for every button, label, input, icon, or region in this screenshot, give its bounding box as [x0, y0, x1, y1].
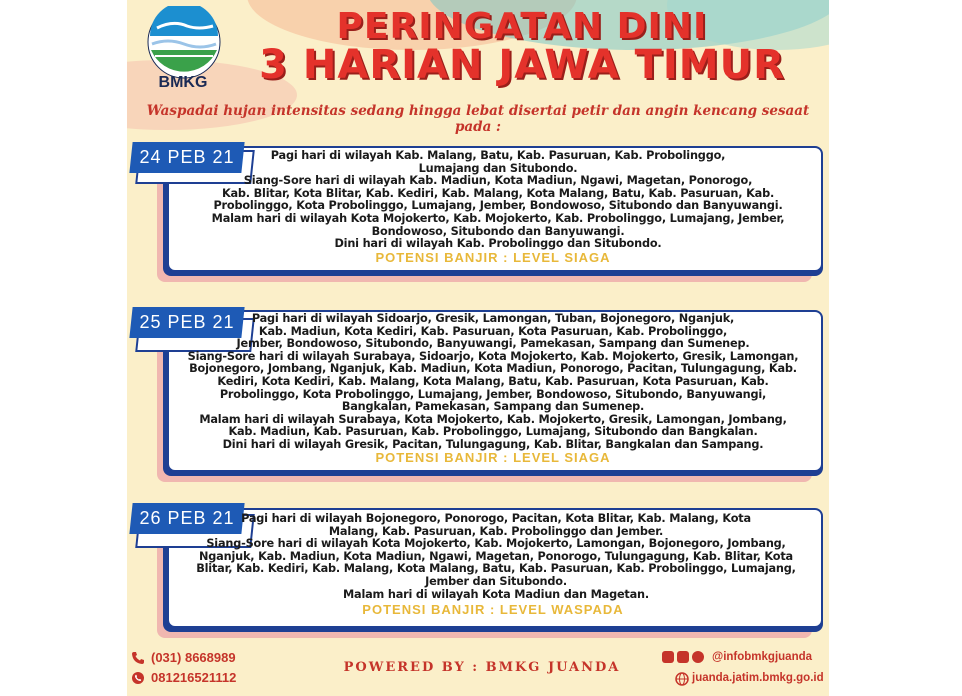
subtitle: Waspadai hujan intensitas sedang hingga lebat disertai petir dan angin kencang sesaat pada : — [146, 103, 810, 135]
logo-label: BMKG — [158, 74, 208, 91]
forecast-line: Jember dan Situbondo. — [425, 574, 567, 588]
forecast-line: Malam hari di wilayah Kota Mojokerto, Kab. Mojokerto, Kab. Probolinggo, Lumajang, Jember, — [211, 211, 785, 225]
forecast-line: Malang, Kab. Pasuruan, Kab. Probolinggo dan Jember. — [328, 524, 664, 538]
date-label: 25 PEB 21 — [139, 312, 235, 332]
forecast-line: Siang-Sore hari di wilayah Kab. Madiun, Kota Madiun, Ngawi, Magetan, Ponorogo, — [243, 174, 753, 188]
forecast-line: Malam hari di wilayah Kota Madiun dan Magetan. — [343, 587, 649, 601]
title-line-2: 3 HARIAN JAWA TIMUR — [259, 42, 785, 88]
forecast-line: Malam hari di wilayah Surabaya, Kota Mojokerto, Kab. Mojokerto, Gresik, Lamongan, Jombang, — [199, 412, 787, 426]
twitter-icon[interactable] — [692, 651, 704, 663]
forecast-line: Kab. Madiun, Kab. Pasuruan, Kab. Probolinggo, Lumajang, Situbondo dan Bangkalan. — [228, 425, 758, 439]
forecast-line: Pagi hari di wilayah Kab. Malang, Batu, Kab. Pasuruan, Kab. Probolinggo, — [270, 149, 726, 162]
forecast-line: Kab. Blitar, Kota Blitar, Kab. Kediri, Kab. Malang, Kota Malang, Batu, Kab. Pasuruan, Kab. — [221, 186, 775, 200]
forecast-line: Dini hari di wilayah Kab. Probolinggo dan Situbondo. — [334, 237, 662, 251]
forecast-line: Kediri, Kota Kediri, Kab. Malang, Kota Malang, Batu, Kab. Pasuruan, Kota Pasuruan, Kab. — [217, 374, 769, 388]
powered-by: POWERED BY : BMKG JUANDA — [343, 660, 621, 675]
forecast-line: Lumajang dan Situbondo. — [418, 161, 578, 175]
forecast-line: Probolinggo, Kota Probolinggo, Lumajang, Jember, Bondowoso, Situbondo dan Banyuwangi. — [213, 199, 783, 213]
forecast-line: Siang-Sore hari di wilayah Kota Mojokerto, Kab. Mojokerto, Lamongan, Bojonegoro, Jombang, — [206, 537, 786, 551]
card-3-text — [177, 513, 815, 601]
potensi-banjir-2: POTENSI BANJIR : LEVEL SIAGA — [375, 450, 611, 465]
instagram-icon[interactable] — [677, 651, 689, 663]
forecast-line: Jember, Bondowoso, Situbondo, Banyuwangi, Pamekasan, Sampang dan Sumenep. — [236, 337, 750, 351]
phone-icon — [131, 651, 145, 665]
forecast-line: Bondowoso, Situbondo dan Banyuwangi. — [371, 224, 625, 238]
forecast-line: Dini hari di wilayah Gresik, Pacitan, Tulungagung, Kab. Blitar, Bangkalan dan Sampang. — [222, 437, 764, 451]
date-label: 24 PEB 21 — [139, 147, 235, 167]
forecast-line: Blitar, Kab. Kediri, Kab. Malang, Kota Malang, Batu, Kab. Pasuruan, Kab. Probolinggo, Lumajang, — [196, 562, 796, 576]
card-1-text — [183, 150, 813, 251]
forecast-line: Bojonegoro, Jombang, Nganjuk, Kab. Madiun, Kota Madiun, Ponorogo, Pacitan, Tulungagung, Kab. — [189, 362, 797, 376]
forecast-line: Kab. Madiun, Kota Kediri, Kab. Pasuruan, Kota Pasuruan, Kab. Probolinggo, — [258, 324, 728, 338]
forecast-line: Probolinggo, Kota Probolinggo, Lumajang, Jember, Bondowoso, Situbondo, Banyuwangi, — [219, 387, 767, 401]
forecast-line: Pagi hari di wilayah Sidoarjo, Gresik, Lamongan, Tuban, Bojonegoro, Nganjuk, — [251, 312, 735, 325]
globe-icon — [675, 672, 689, 686]
potensi-banjir-3: POTENSI BANJIR : LEVEL WASPADA — [362, 602, 624, 617]
title-line-1: PERINGATAN DINI — [336, 6, 708, 47]
date-label: 26 PEB 21 — [139, 508, 235, 528]
forecast-line: Bangkalan, Pamekasan, Sampang dan Sumenep. — [341, 400, 645, 414]
forecast-line: Pagi hari di wilayah Bojonegoro, Ponorogo, Pacitan, Kota Blitar, Kab. Malang, Kota — [241, 512, 751, 525]
footer-whatsapp[interactable]: 081216521112 — [151, 670, 237, 685]
poster — [127, 0, 829, 696]
potensi-banjir-1: POTENSI BANJIR : LEVEL SIAGA — [375, 250, 611, 265]
social-handle[interactable]: @infobmkgjuanda — [712, 651, 813, 663]
whatsapp-icon — [131, 671, 145, 685]
card-2-text — [171, 313, 815, 452]
website-link[interactable]: juanda.jatim.bmkg.go.id — [692, 672, 824, 684]
facebook-icon[interactable] — [662, 651, 674, 663]
forecast-line: Siang-Sore hari di wilayah Surabaya, Sidoarjo, Kota Mojokerto, Kab. Mojokerto, Gresik, Lamongan, — [187, 349, 799, 363]
footer-phone[interactable]: (031) 8668989 — [151, 650, 236, 665]
forecast-line: Nganjuk, Kab. Madiun, Kota Madiun, Ngawi, Magetan, Ponorogo, Tulungagung, Kab. Blitar, Kota — [199, 549, 793, 563]
